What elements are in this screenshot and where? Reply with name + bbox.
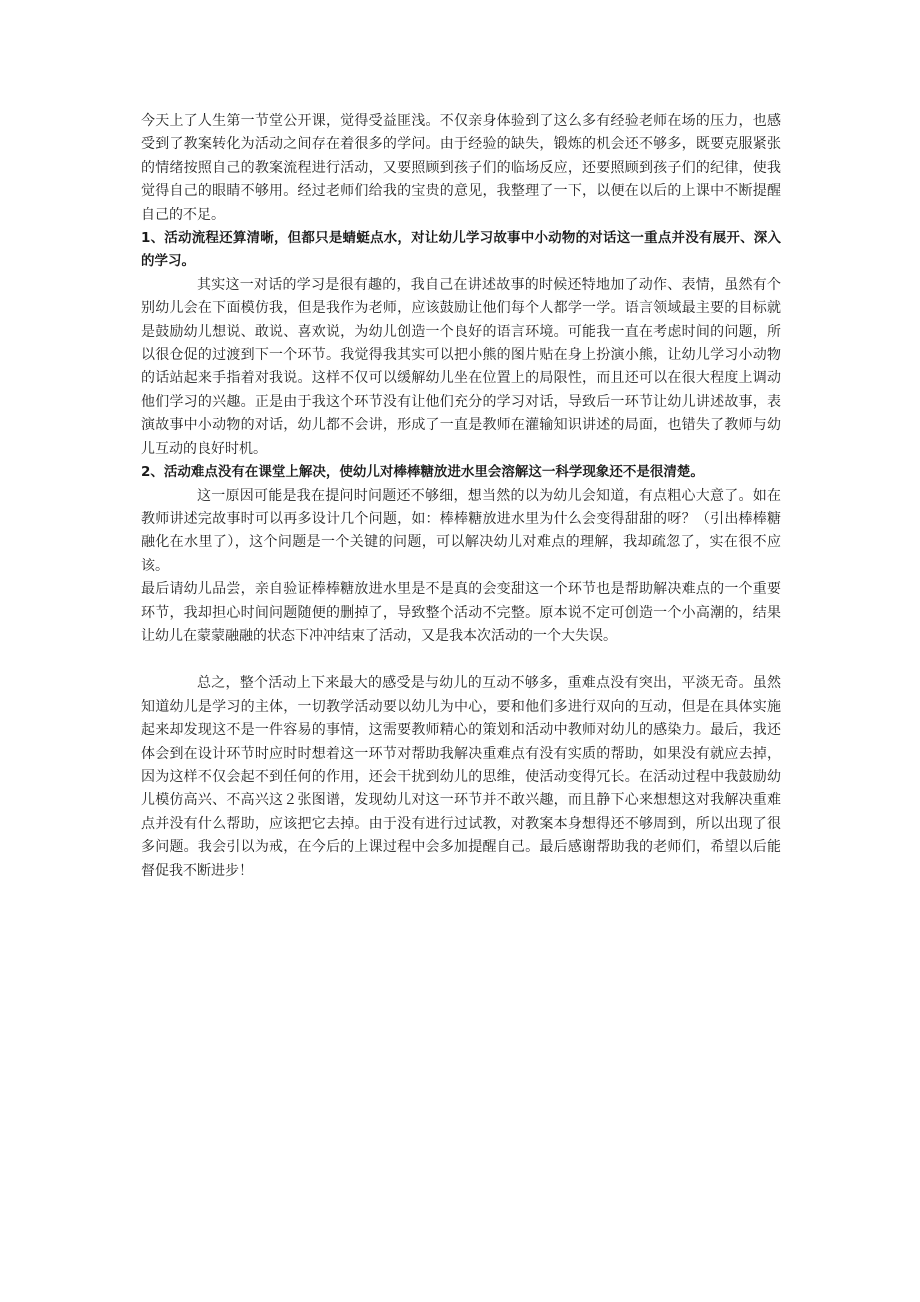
section-1-paragraph: 其实这一对话的学习是很有趣的，我自己在讲述故事的时候还特地加了动作、表情，虽然有个别幼儿会在下面模仿我，但是我作为老师，应该鼓励让他们每个人都学一学。语言领域最主要的目标就是鼓励幼儿想说、敢说、喜欢说，为幼儿创造一个良好的语言环境。可能我一直在考虑时间的问题，所以很仓促的过渡到下一个环节。我觉得我其实可以把小熊的图片贴在身上扮演小熊，让幼儿学习小动物的话站起来手指着对我说。这样不仅可以缓解幼儿坐在位置上的局限性，而且还可以在很大程度上调动他们学习的兴趣。正是由于我这个环节没有让他们充分的学习对话，导致后一环节让幼儿讲述故事，表演故事中小动物的对话，幼儿都不会讲，形成了一直是教师在灌输知识讲述的局面，也错失了教师与幼儿互动的良好时机。 <box>141 276 781 457</box>
intro-paragraph: 今天上了人生第一节堂公开课，觉得受益匪浅。不仅亲身体验到了这么多有经验老师在场的压力，也感受到了教案转化为活动之间存在着很多的学问。由于经验的缺失，锻炼的机会还不够多，既要克服紧张的情绪按照自己的教案流程进行活动，又要照顾到孩子们的临场反应，还要照顾到孩子们的纪律，使我觉得自己的眼睛不够用。经过老师们给我的宝贵的意见，我整理了一下，以便在以后的上课中不断提醒自己的不足。 <box>141 113 781 223</box>
section-heading-1: 1、活动流程还算清晰，但都只是蜻蜓点水，对让幼儿学习故事中小动物的对话这一重点并没有展开、深入的学习。 <box>141 230 781 270</box>
section-2-followup-paragraph: 最后请幼儿品尝，亲自验证棒棒糖放进水里是不是真的会变甜这一个环节也是帮助解决难点的一个重要环节，我却担心时间问题随便的删掉了，导致整个活动不完整。原本说不定可创造一个小高潮的，结果让幼儿在蒙蒙融融的状态下冲冲结束了活动，又是我本次活动的一个大失误。 <box>141 581 781 644</box>
summary-paragraph: 总之，整个活动上下来最大的感受是与幼儿的互动不够多，重难点没有突出，平淡无奇。虽然知道幼儿是学习的主体，一切教学活动要以幼儿为中心，要和他们多进行双向的互动，但是在具体实施起来却发现这不是一件容易的事情，这需要教师精心的策划和活动中教师对幼儿的感染力。最后，我还体会到在设计环节时应时时想着这一环节对帮助我解决重难点有没有实质的帮助，如果没有就应去掉，因为这样不仅会起不到任何的作用，还会干扰到幼儿的思维，使活动变得冗长。在活动过程中我鼓励幼儿模仿高兴、不高兴这２张图谱，发现幼儿对这一环节并不敢兴趣，而且静下心来想想这对我解决重难点并没有什么帮助，应该把它去掉。由于没有进行过试教，对教案本身想得还不够周到，所以出现了很多问题。我会引以为戒，在今后的上课过程中会多加提醒自己。最后感谢帮助我的老师们，希望以后能督促我不断进步！ <box>141 675 781 879</box>
document-body <box>141 110 781 883</box>
section-heading-2: 2、活动难点没有在课堂上解决，使幼儿对棒棒糖放进水里会溶解这一科学现象还不是很清楚。 <box>141 464 704 481</box>
paragraph-spacer <box>141 648 781 672</box>
section-2-paragraph: 这一原因可能是我在提问时问题还不够细，想当然的以为幼儿会知道，有点粗心大意了。如在教师讲述完故事时可以再多设计几个问题，如：棒棒糖放进水里为什么会变得甜甜的呀？（引出棒棒糖融化在水里了），这个问题是一个关键的问题，可以解决幼儿对难点的理解，我却疏忽了，实在很不应该。 <box>141 487 781 574</box>
